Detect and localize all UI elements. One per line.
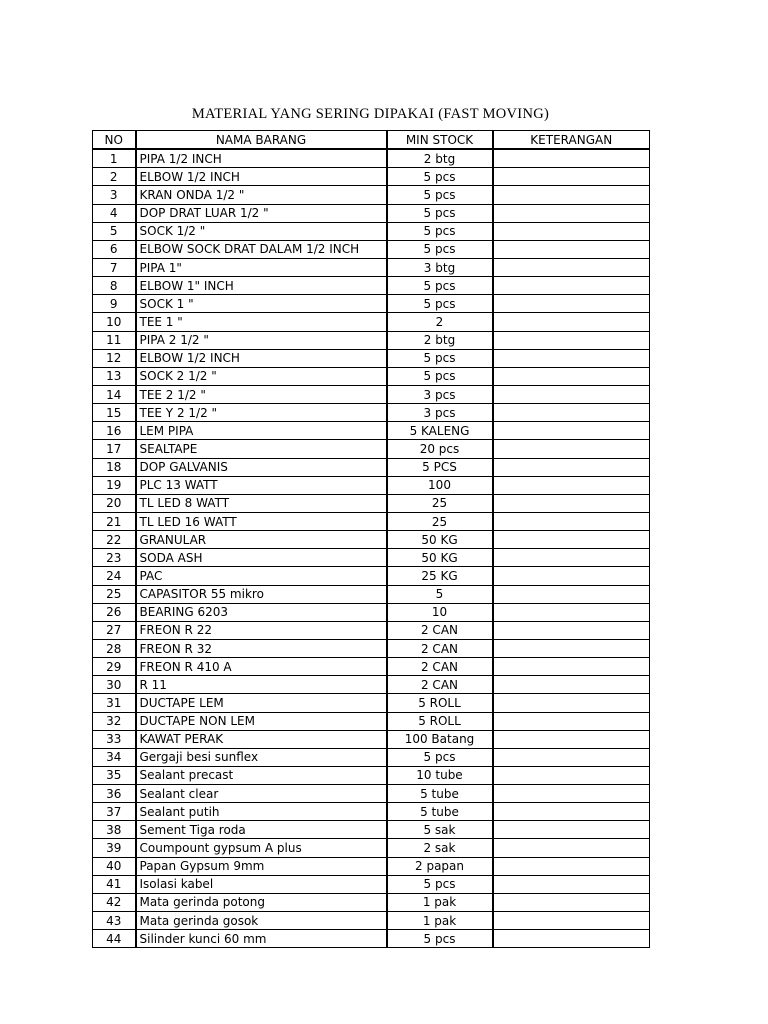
table-row	[93, 621, 650, 639]
table-row	[93, 930, 650, 948]
header-min-stock: MIN STOCK	[387, 131, 493, 150]
table-row	[93, 839, 650, 857]
keterangan	[493, 730, 650, 748]
keterangan	[493, 494, 650, 512]
table-row	[93, 712, 650, 730]
item-name: Gergaji besi sunflex	[136, 748, 387, 766]
table-row	[93, 658, 650, 676]
item-name: Mata gerinda gosok	[136, 912, 387, 930]
row-number: 34	[93, 748, 136, 766]
row-number: 40	[93, 857, 136, 875]
min-stock: 5 pcs	[387, 875, 493, 893]
min-stock: 50 KG	[387, 549, 493, 567]
min-stock: 10 tube	[387, 766, 493, 784]
item-name: SOCK 1/2 "	[136, 222, 387, 240]
row-number: 21	[93, 512, 136, 530]
row-number: 23	[93, 549, 136, 567]
table-row	[93, 857, 650, 875]
keterangan	[493, 857, 650, 875]
min-stock: 5 pcs	[387, 186, 493, 204]
keterangan	[493, 821, 650, 839]
row-number: 37	[93, 803, 136, 821]
item-name: PIPA 2 1/2 "	[136, 331, 387, 349]
item-name: Mata gerinda potong	[136, 893, 387, 911]
row-number: 4	[93, 204, 136, 222]
min-stock: 25	[387, 512, 493, 530]
document-title: MATERIAL YANG SERING DIPAKAI (FAST MOVING)	[191, 106, 550, 122]
header-keterangan: KETERANGAN	[493, 131, 650, 150]
row-number: 26	[93, 603, 136, 621]
row-number: 18	[93, 458, 136, 476]
min-stock: 5 pcs	[387, 222, 493, 240]
min-stock: 5 sak	[387, 821, 493, 839]
table-row	[93, 367, 650, 385]
table-body	[93, 149, 650, 948]
header-nama-barang: NAMA BARANG	[136, 131, 387, 150]
row-number: 24	[93, 567, 136, 585]
keterangan	[493, 458, 650, 476]
row-number: 14	[93, 385, 136, 403]
row-number: 36	[93, 785, 136, 803]
table-header-row	[93, 131, 650, 150]
min-stock: 5 tube	[387, 785, 493, 803]
min-stock: 5 PCS	[387, 458, 493, 476]
row-number: 8	[93, 277, 136, 295]
row-number: 38	[93, 821, 136, 839]
item-name: TEE Y 2 1/2 "	[136, 404, 387, 422]
row-number: 9	[93, 295, 136, 313]
item-name: DOP DRAT LUAR 1/2 "	[136, 204, 387, 222]
item-name: ELBOW 1/2 INCH	[136, 168, 387, 186]
min-stock: 2 CAN	[387, 676, 493, 694]
min-stock: 10	[387, 603, 493, 621]
keterangan	[493, 476, 650, 494]
keterangan	[493, 531, 650, 549]
min-stock: 5 pcs	[387, 295, 493, 313]
table-row	[93, 168, 650, 186]
item-name: ELBOW SOCK DRAT DALAM 1/2 INCH	[136, 240, 387, 258]
item-name: CAPASITOR 55 mikro	[136, 585, 387, 603]
item-name: TEE 1 "	[136, 313, 387, 331]
min-stock: 5 pcs	[387, 349, 493, 367]
keterangan	[493, 367, 650, 385]
table-row	[93, 440, 650, 458]
keterangan	[493, 803, 650, 821]
item-name: Coumpount gypsum A plus	[136, 839, 387, 857]
table-row	[93, 748, 650, 766]
material-table	[92, 130, 650, 948]
row-number: 6	[93, 240, 136, 258]
table-row	[93, 567, 650, 585]
min-stock: 25 KG	[387, 567, 493, 585]
min-stock: 3 pcs	[387, 385, 493, 403]
min-stock: 3 pcs	[387, 404, 493, 422]
min-stock: 5 pcs	[387, 930, 493, 948]
table-row	[93, 694, 650, 712]
min-stock: 5 KALENG	[387, 422, 493, 440]
item-name: Papan Gypsum 9mm	[136, 857, 387, 875]
row-number: 19	[93, 476, 136, 494]
row-number: 25	[93, 585, 136, 603]
item-name: PIPA 1"	[136, 258, 387, 276]
min-stock: 25	[387, 494, 493, 512]
min-stock: 2	[387, 313, 493, 331]
item-name: Silinder kunci 60 mm	[136, 930, 387, 948]
row-number: 32	[93, 712, 136, 730]
item-name: LEM PIPA	[136, 422, 387, 440]
row-number: 43	[93, 912, 136, 930]
table-row	[93, 313, 650, 331]
table-row	[93, 186, 650, 204]
item-name: SOCK 2 1/2 "	[136, 367, 387, 385]
row-number: 12	[93, 349, 136, 367]
table-row	[93, 603, 650, 621]
item-name: PLC 13 WATT	[136, 476, 387, 494]
keterangan	[493, 313, 650, 331]
row-number: 16	[93, 422, 136, 440]
item-name: SODA ASH	[136, 549, 387, 567]
min-stock: 5 pcs	[387, 367, 493, 385]
table-row	[93, 331, 650, 349]
min-stock: 2 CAN	[387, 658, 493, 676]
keterangan	[493, 621, 650, 639]
item-name: KAWAT PERAK	[136, 730, 387, 748]
min-stock: 5 pcs	[387, 168, 493, 186]
table-row	[93, 240, 650, 258]
keterangan	[493, 440, 650, 458]
table-row	[93, 676, 650, 694]
min-stock: 3 btg	[387, 258, 493, 276]
item-name: ELBOW 1/2 INCH	[136, 349, 387, 367]
row-number: 3	[93, 186, 136, 204]
table-row	[93, 730, 650, 748]
row-number: 17	[93, 440, 136, 458]
table-row	[93, 494, 650, 512]
min-stock: 5 tube	[387, 803, 493, 821]
item-name: Sement Tiga roda	[136, 821, 387, 839]
row-number: 1	[93, 149, 136, 168]
table-row	[93, 803, 650, 821]
min-stock: 2 btg	[387, 149, 493, 168]
table-row	[93, 295, 650, 313]
keterangan	[493, 204, 650, 222]
keterangan	[493, 875, 650, 893]
item-name: R 11	[136, 676, 387, 694]
keterangan	[493, 839, 650, 857]
row-number: 30	[93, 676, 136, 694]
table-row	[93, 766, 650, 784]
min-stock: 5 ROLL	[387, 694, 493, 712]
item-name: TL LED 8 WATT	[136, 494, 387, 512]
table-row	[93, 258, 650, 276]
row-number: 10	[93, 313, 136, 331]
keterangan	[493, 149, 650, 168]
row-number: 27	[93, 621, 136, 639]
keterangan	[493, 240, 650, 258]
item-name: Sealant clear	[136, 785, 387, 803]
item-name: GRANULAR	[136, 531, 387, 549]
keterangan	[493, 766, 650, 784]
header-no: NO	[93, 131, 136, 150]
keterangan	[493, 712, 650, 730]
table-row	[93, 531, 650, 549]
item-name: TL LED 16 WATT	[136, 512, 387, 530]
keterangan	[493, 930, 650, 948]
table-row	[93, 422, 650, 440]
table-row	[93, 385, 650, 403]
table-row	[93, 404, 650, 422]
keterangan	[493, 748, 650, 766]
row-number: 13	[93, 367, 136, 385]
keterangan	[493, 168, 650, 186]
keterangan	[493, 639, 650, 657]
keterangan	[493, 385, 650, 403]
keterangan	[493, 186, 650, 204]
item-name: DUCTAPE NON LEM	[136, 712, 387, 730]
table-row	[93, 585, 650, 603]
row-number: 15	[93, 404, 136, 422]
item-name: TEE 2 1/2 "	[136, 385, 387, 403]
item-name: Isolasi kabel	[136, 875, 387, 893]
table-row	[93, 875, 650, 893]
keterangan	[493, 567, 650, 585]
item-name: BEARING 6203	[136, 603, 387, 621]
row-number: 28	[93, 639, 136, 657]
row-number: 41	[93, 875, 136, 893]
keterangan	[493, 422, 650, 440]
keterangan	[493, 694, 650, 712]
keterangan	[493, 512, 650, 530]
min-stock: 2 papan	[387, 857, 493, 875]
keterangan	[493, 349, 650, 367]
min-stock: 1 pak	[387, 912, 493, 930]
keterangan	[493, 222, 650, 240]
keterangan	[493, 295, 650, 313]
table-row	[93, 785, 650, 803]
keterangan	[493, 785, 650, 803]
min-stock: 50 KG	[387, 531, 493, 549]
item-name: PAC	[136, 567, 387, 585]
row-number: 44	[93, 930, 136, 948]
table-row	[93, 912, 650, 930]
item-name: FREON R 32	[136, 639, 387, 657]
min-stock: 5	[387, 585, 493, 603]
item-name: Sealant putih	[136, 803, 387, 821]
item-name: DOP GALVANIS	[136, 458, 387, 476]
keterangan	[493, 331, 650, 349]
item-name: ELBOW 1" INCH	[136, 277, 387, 295]
min-stock: 2 CAN	[387, 621, 493, 639]
min-stock: 2 sak	[387, 839, 493, 857]
min-stock: 20 pcs	[387, 440, 493, 458]
row-number: 35	[93, 766, 136, 784]
table-row	[93, 893, 650, 911]
row-number: 42	[93, 893, 136, 911]
table-row	[93, 277, 650, 295]
item-name: FREON R 22	[136, 621, 387, 639]
keterangan	[493, 912, 650, 930]
table-row	[93, 149, 650, 168]
min-stock: 5 pcs	[387, 277, 493, 295]
min-stock: 100 Batang	[387, 730, 493, 748]
row-number: 7	[93, 258, 136, 276]
keterangan	[493, 585, 650, 603]
min-stock: 1 pak	[387, 893, 493, 911]
row-number: 33	[93, 730, 136, 748]
min-stock: 5 pcs	[387, 748, 493, 766]
keterangan	[493, 603, 650, 621]
item-name: SEALTAPE	[136, 440, 387, 458]
table-row	[93, 639, 650, 657]
item-name: PIPA 1/2 INCH	[136, 149, 387, 168]
item-name: FREON R 410 A	[136, 658, 387, 676]
table-row	[93, 222, 650, 240]
table-row	[93, 549, 650, 567]
item-name: DUCTAPE LEM	[136, 694, 387, 712]
row-number: 29	[93, 658, 136, 676]
min-stock: 2 btg	[387, 331, 493, 349]
min-stock: 5 pcs	[387, 240, 493, 258]
min-stock: 100	[387, 476, 493, 494]
row-number: 22	[93, 531, 136, 549]
keterangan	[493, 258, 650, 276]
min-stock: 5 ROLL	[387, 712, 493, 730]
row-number: 20	[93, 494, 136, 512]
keterangan	[493, 404, 650, 422]
row-number: 39	[93, 839, 136, 857]
keterangan	[493, 893, 650, 911]
row-number: 5	[93, 222, 136, 240]
table-row	[93, 512, 650, 530]
keterangan	[493, 658, 650, 676]
keterangan	[493, 676, 650, 694]
table-row	[93, 349, 650, 367]
item-name: SOCK 1 "	[136, 295, 387, 313]
row-number: 2	[93, 168, 136, 186]
table-row	[93, 458, 650, 476]
item-name: Sealant precast	[136, 766, 387, 784]
table-row	[93, 476, 650, 494]
min-stock: 2 CAN	[387, 639, 493, 657]
item-name: KRAN ONDA 1/2 "	[136, 186, 387, 204]
keterangan	[493, 549, 650, 567]
row-number: 11	[93, 331, 136, 349]
keterangan	[493, 277, 650, 295]
row-number: 31	[93, 694, 136, 712]
table-row	[93, 204, 650, 222]
table-row	[93, 821, 650, 839]
min-stock: 5 pcs	[387, 204, 493, 222]
